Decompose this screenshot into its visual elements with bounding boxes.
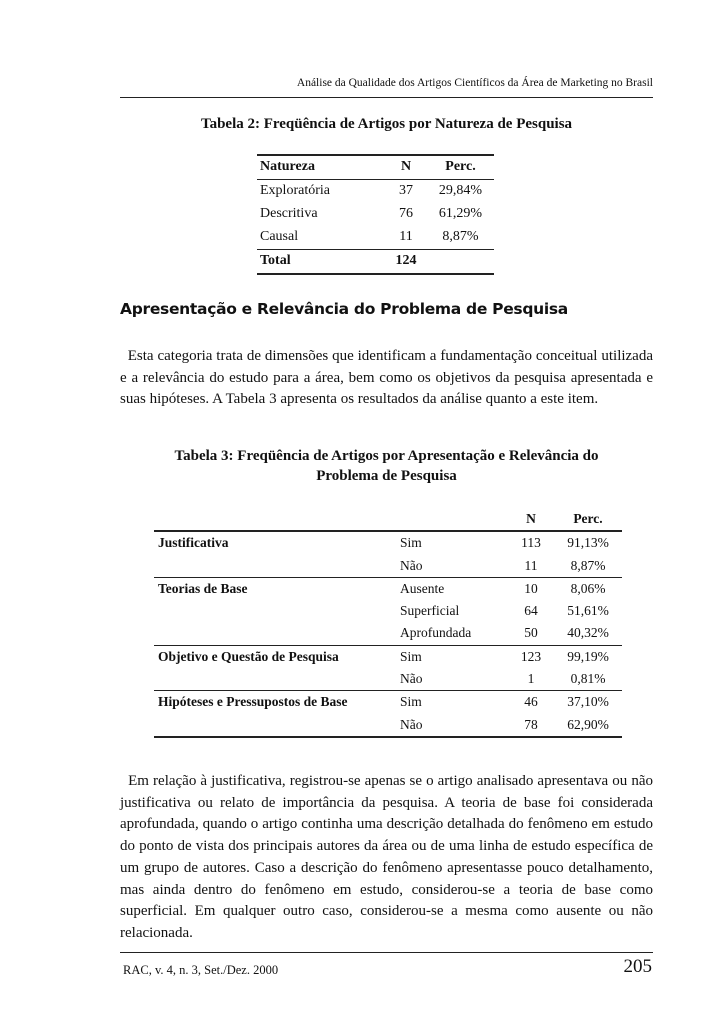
table2-cell: Descritiva	[260, 206, 318, 221]
table3-caption-line2: Problema de Pesquisa	[316, 468, 457, 484]
paragraph-2-text: Em relação à justificativa, registrou-se apenas se o artigo analisado apresentava ou não justificativa ou relato de importância da pesquisa. A teoria de base foi considerada aprofundada, quando o artigo continha uma descrição detalhada do fenômeno em estudo do ponto de vista dos principais autores da área ou de uma linha de estudo específica de um grupo de autores. Caso a descrição do fenômeno apresentasse pouco detalhamento, mas ainda dentro do fenômeno em estudo, considerou-se a teoria de base como superficial. Em qualquer outro caso, considerou-se a mesma como ausente ou não relacionada.	[120, 773, 653, 941]
table3-cell: Ausente	[400, 580, 445, 596]
table3-cell: Superficial	[400, 603, 460, 619]
table-row	[154, 555, 622, 577]
table3-cell: 1	[527, 671, 535, 687]
table-row	[154, 714, 622, 736]
table3-bottom-rule	[154, 736, 622, 738]
table3-header-n: N	[526, 511, 536, 526]
table2-cell: 37	[399, 183, 413, 198]
header-rule	[120, 97, 653, 98]
table-row	[154, 532, 622, 554]
table-row	[154, 646, 622, 668]
table3-cell: 113	[521, 535, 541, 551]
table3-cell: 40,32%	[567, 625, 609, 641]
table3-cell: Sim	[400, 535, 422, 551]
paragraph-1-text: Esta categoria trata de dimensões que identificam a fundamentação conceitual utilizada e a relevância do estudo para a área, bem como os objetivos da pesquisa apresentada e suas hipóteses. A Tabela 3 apresenta os resultados da análise quanto a este item.	[120, 348, 653, 408]
table3	[154, 508, 622, 738]
section-heading: Apresentação e Relevância do Problema de Pesquisa	[120, 300, 568, 318]
table2-cell: 61,29%	[438, 206, 483, 221]
table3-cell: Sim	[400, 648, 422, 664]
table3-caption-line1: Tabela 3: Freqüência de Artigos por Apresentação e Relevância do	[174, 448, 599, 464]
table3-cell: 91,13%	[567, 535, 609, 551]
table3-cell: 10	[524, 580, 538, 596]
table-row	[154, 691, 622, 713]
page-number: 205	[623, 956, 652, 977]
table3-group-label: Teorias de Base	[158, 580, 248, 596]
table3-group-label: Hipóteses e Pressupostos de Base	[158, 694, 348, 710]
table3-cell: Não	[400, 557, 423, 573]
table3-cell: 78	[524, 716, 538, 732]
table3-cell: 0,81%	[570, 671, 606, 687]
table3-header-perc: Perc.	[573, 511, 603, 526]
table2-header-perc: Perc.	[445, 159, 476, 174]
table3-cell: 51,61%	[567, 603, 609, 619]
table3-group-label: Objetivo e Questão de Pesquisa	[158, 648, 339, 664]
table2-total-row	[257, 250, 494, 273]
table-row	[257, 226, 494, 249]
table3-cell: 8,87%	[570, 557, 606, 573]
table2-total-label: Total	[260, 253, 291, 268]
table3-cell: 11	[524, 557, 538, 573]
table2-caption: Tabela 2: Freqüência de Artigos por Natureza de Pesquisa	[200, 116, 573, 132]
table2-cell: 76	[399, 206, 413, 221]
footer-rule	[120, 952, 653, 953]
table2-cell: Causal	[260, 229, 299, 244]
table-row	[154, 600, 622, 622]
running-head: Análise da Qualidade dos Artigos Científicos da Área de Marketing no Brasil	[296, 77, 653, 89]
table2-total-value: 124	[395, 253, 417, 268]
table3-cell: 46	[524, 694, 538, 710]
table2-header-row	[257, 156, 494, 179]
table-row	[257, 180, 494, 203]
table3-cell: 37,10%	[567, 694, 609, 710]
journal-citation: RAC, v. 4, n. 3, Set./Dez. 2000	[123, 963, 279, 977]
table2-cell: 8,87%	[442, 229, 479, 244]
table3-cell: Não	[400, 716, 423, 732]
table2-header-natureza: Natureza	[260, 159, 315, 174]
table2-bottom-rule	[257, 273, 494, 275]
table3-cell: 99,19%	[567, 648, 609, 664]
table-row	[154, 622, 622, 644]
table3-cell: 123	[520, 648, 542, 664]
table2-cell: 29,84%	[438, 183, 483, 198]
table3-group-label: Justificativa	[158, 535, 229, 551]
table2-cell: 11	[399, 229, 413, 244]
table3-cell: 8,06%	[570, 580, 606, 596]
table3-cell: Aprofundada	[400, 625, 472, 641]
table3-cell: 64	[524, 603, 538, 619]
table2-header-n: N	[400, 159, 412, 174]
table3-cell: Não	[400, 671, 423, 687]
table3-header-row	[154, 508, 622, 530]
table3-cell: 62,90%	[567, 716, 609, 732]
table3-cell: Sim	[400, 694, 422, 710]
table3-cell: 50	[524, 625, 538, 641]
table-row	[154, 668, 622, 690]
table-row	[257, 203, 494, 226]
paragraph-1	[120, 346, 653, 411]
table-row	[154, 578, 622, 600]
paragraph-2	[120, 771, 653, 945]
table2	[257, 154, 494, 275]
table2-cell: Exploratória	[260, 183, 330, 198]
table3-caption	[120, 446, 653, 486]
